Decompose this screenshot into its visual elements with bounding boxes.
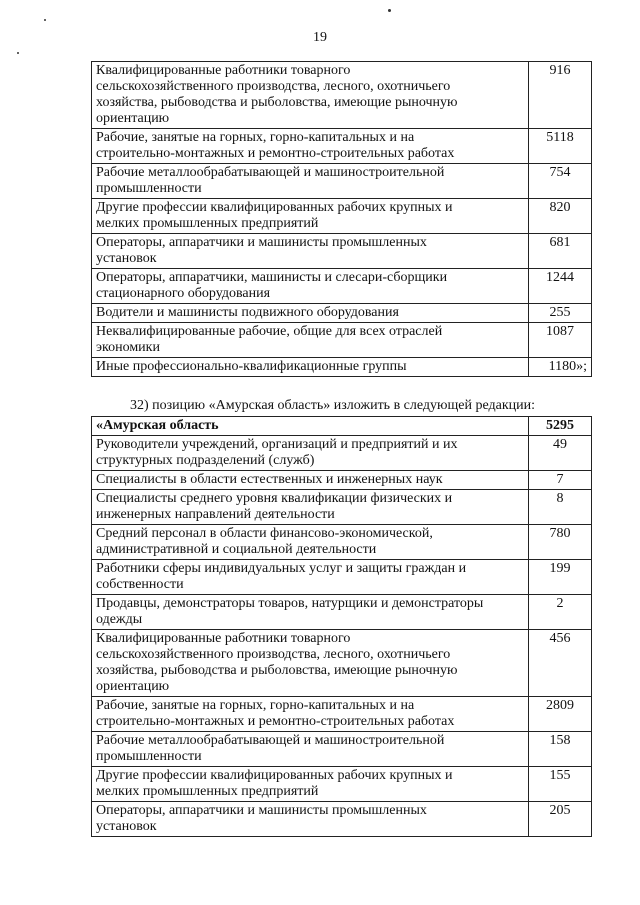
occupation-label: Водители и машинисты подвижного оборудования — [92, 304, 529, 323]
table-row — [92, 358, 592, 377]
page-number: 19 — [313, 30, 327, 45]
table-row — [92, 697, 592, 732]
table-row — [92, 490, 592, 525]
occupation-value: 681 — [529, 234, 592, 269]
occupation-label: Рабочие, занятые на горных, горно-капитальных и на строительно-монтажных и ремонтно-строительных работах — [92, 129, 529, 164]
occupation-value: 1244 — [529, 269, 592, 304]
table-row — [92, 62, 592, 129]
occupation-value: 2 — [529, 595, 592, 630]
occupation-label: Неквалифицированные рабочие, общие для всех отраслей экономики — [92, 323, 529, 358]
occupation-label: Рабочие металлообрабатывающей и машиностроительной промышленности — [92, 164, 529, 199]
table-row — [92, 595, 592, 630]
occupation-label: Квалифицированные работники товарного сельскохозяйственного производства, лесного, охотничьего хозяйства, рыбоводства и рыболовства, имеющие рыночную ориентацию — [92, 62, 529, 129]
table-row — [92, 269, 592, 304]
occupation-value: 820 — [529, 199, 592, 234]
occupation-value: 205 — [529, 802, 592, 837]
occupation-value: 7 — [529, 471, 592, 490]
occupation-value: 780 — [529, 525, 592, 560]
occupation-value: 1180»; — [529, 358, 592, 377]
occupation-label: Операторы, аппаратчики, машинисты и слесари-сборщики стационарного оборудования — [92, 269, 529, 304]
occupation-label: Операторы, аппаратчики и машинисты промышленных установок — [92, 234, 529, 269]
occupation-label: Иные профессионально-квалификационные группы — [92, 358, 529, 377]
occupation-label: Средний персонал в области финансово-экономической, административной и социальной деятельности — [92, 525, 529, 560]
occupation-value: 255 — [529, 304, 592, 323]
occupation-value: 199 — [529, 560, 592, 595]
table-row — [92, 129, 592, 164]
table-row — [92, 732, 592, 767]
occupations-table-continued — [91, 61, 592, 377]
occupation-label: Другие профессии квалифицированных рабочих крупных и мелких промышленных предприятий — [92, 767, 529, 802]
occupation-label: Квалифицированные работники товарного сельскохозяйственного производства, лесного, охотничьего хозяйства, рыбоводства и рыболовства, имеющие рыночную ориентацию — [92, 630, 529, 697]
occupation-label: Другие профессии квалифицированных рабочих крупных и мелких промышленных предприятий — [92, 199, 529, 234]
table-row — [92, 436, 592, 471]
occupation-value: 754 — [529, 164, 592, 199]
scan-speck — [17, 52, 19, 54]
table-row — [92, 525, 592, 560]
occupation-value: 158 — [529, 732, 592, 767]
amendment-instruction: 32) позицию «Амурская область» изложить в следующей редакции: — [130, 398, 536, 413]
table-header-row — [92, 417, 592, 436]
occupation-label: Специалисты среднего уровня квалификации физических и инженерных направлений деятельности — [92, 490, 529, 525]
region-total: 5295 — [529, 417, 592, 436]
table-row — [92, 164, 592, 199]
occupation-value: 8 — [529, 490, 592, 525]
occupation-value: 916 — [529, 62, 592, 129]
scan-speck — [44, 19, 46, 21]
scan-speck — [388, 9, 391, 12]
occupation-label: Руководители учреждений, организаций и предприятий и их структурных подразделений (служб) — [92, 436, 529, 471]
occupation-label: Рабочие, занятые на горных, горно-капитальных и на строительно-монтажных и ремонтно-строительных работах — [92, 697, 529, 732]
table-row — [92, 304, 592, 323]
occupation-label: Продавцы, демонстраторы товаров, натурщики и демонстраторы одежды — [92, 595, 529, 630]
occupation-label: Работники сферы индивидуальных услуг и защиты граждан и собственности — [92, 560, 529, 595]
table-row — [92, 630, 592, 697]
occupation-value: 5118 — [529, 129, 592, 164]
table-row — [92, 802, 592, 837]
table-row — [92, 199, 592, 234]
occupation-label: Рабочие металлообрабатывающей и машиностроительной промышленности — [92, 732, 529, 767]
occupation-value: 49 — [529, 436, 592, 471]
occupation-value: 2809 — [529, 697, 592, 732]
table-row — [92, 560, 592, 595]
occupation-label: Операторы, аппаратчики и машинисты промышленных установок — [92, 802, 529, 837]
amur-region-table — [91, 416, 592, 837]
occupation-value: 155 — [529, 767, 592, 802]
occupation-value: 456 — [529, 630, 592, 697]
table-row — [92, 234, 592, 269]
table-row — [92, 471, 592, 490]
table-row — [92, 767, 592, 802]
table-row — [92, 323, 592, 358]
occupation-value: 1087 — [529, 323, 592, 358]
occupation-label: Специалисты в области естественных и инженерных наук — [92, 471, 529, 490]
region-name: «Амурская область — [92, 417, 529, 436]
